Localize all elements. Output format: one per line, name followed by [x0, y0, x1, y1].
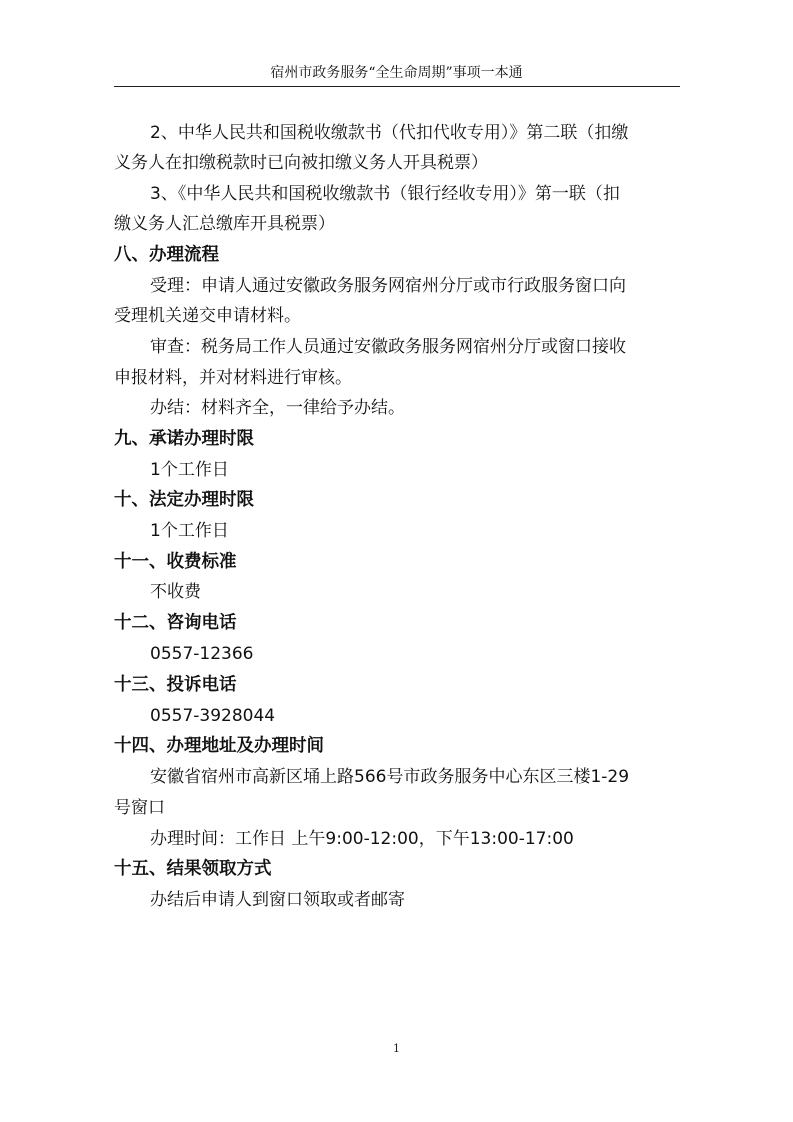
paragraph-line: 办结：材料齐全，一律给予办结。 — [150, 398, 405, 418]
section-heading: 八、办理流程 — [114, 245, 219, 265]
paragraph-line: 办结后申请人到窗口领取或者邮寄 — [150, 890, 405, 910]
paragraph-line: 受理：申请人通过安徽政务服务网宿州分厅或市行政服务窗口向 — [150, 276, 626, 296]
paragraph-line: 义务人在扣缴税款时已向被扣缴义务人开具税票） — [114, 153, 488, 173]
section-heading: 十五、结果领取方式 — [114, 859, 272, 879]
section-heading: 十二、咨询电话 — [114, 613, 237, 633]
paragraph-line: 0557-12366 — [150, 644, 254, 664]
section-heading: 十四、办理地址及办理时间 — [114, 736, 324, 756]
paragraph-line: 办理时间：工作日 上午9:00-12:00，下午13:00-17:00 — [150, 829, 574, 849]
header-rule — [114, 86, 680, 87]
section-heading: 十一、收费标准 — [114, 552, 237, 572]
paragraph-line: 不收费 — [150, 582, 201, 602]
paragraph-line: 缴义务人汇总缴库开具税票） — [114, 214, 335, 234]
section-heading: 九、承诺办理时限 — [114, 429, 254, 449]
paragraph-line: 3、《中华人民共和国税收缴款书（银行经收专用）》第一联（扣 — [150, 184, 620, 204]
paragraph-line: 1个工作日 — [150, 460, 229, 480]
paragraph-line: 2、中华人民共和国税收缴款书（代扣代收专用）》第二联（扣缴 — [150, 123, 629, 143]
paragraph-line: 受理机关递交申请材料。 — [114, 306, 301, 326]
paragraph-line: 申报材料，并对材料进行审核。 — [114, 368, 352, 388]
paragraph-line: 0557-3928044 — [150, 706, 276, 726]
page-number: 1 — [393, 1042, 400, 1055]
paragraph-line: 安徽省宿州市高新区埇上路566号市政务服务中心东区三楼1-29 — [150, 767, 630, 787]
running-header: 宿州市政务服务“全生命周期”事项一本通 — [270, 65, 523, 81]
paragraph-line: 号窗口 — [114, 798, 165, 818]
section-heading: 十三、投诉电话 — [114, 675, 237, 695]
section-heading: 十、法定办理时限 — [114, 490, 254, 510]
paragraph-line: 审查：税务局工作人员通过安徽政务服务网宿州分厅或窗口接收 — [150, 337, 626, 357]
paragraph-line: 1个工作日 — [150, 521, 229, 541]
